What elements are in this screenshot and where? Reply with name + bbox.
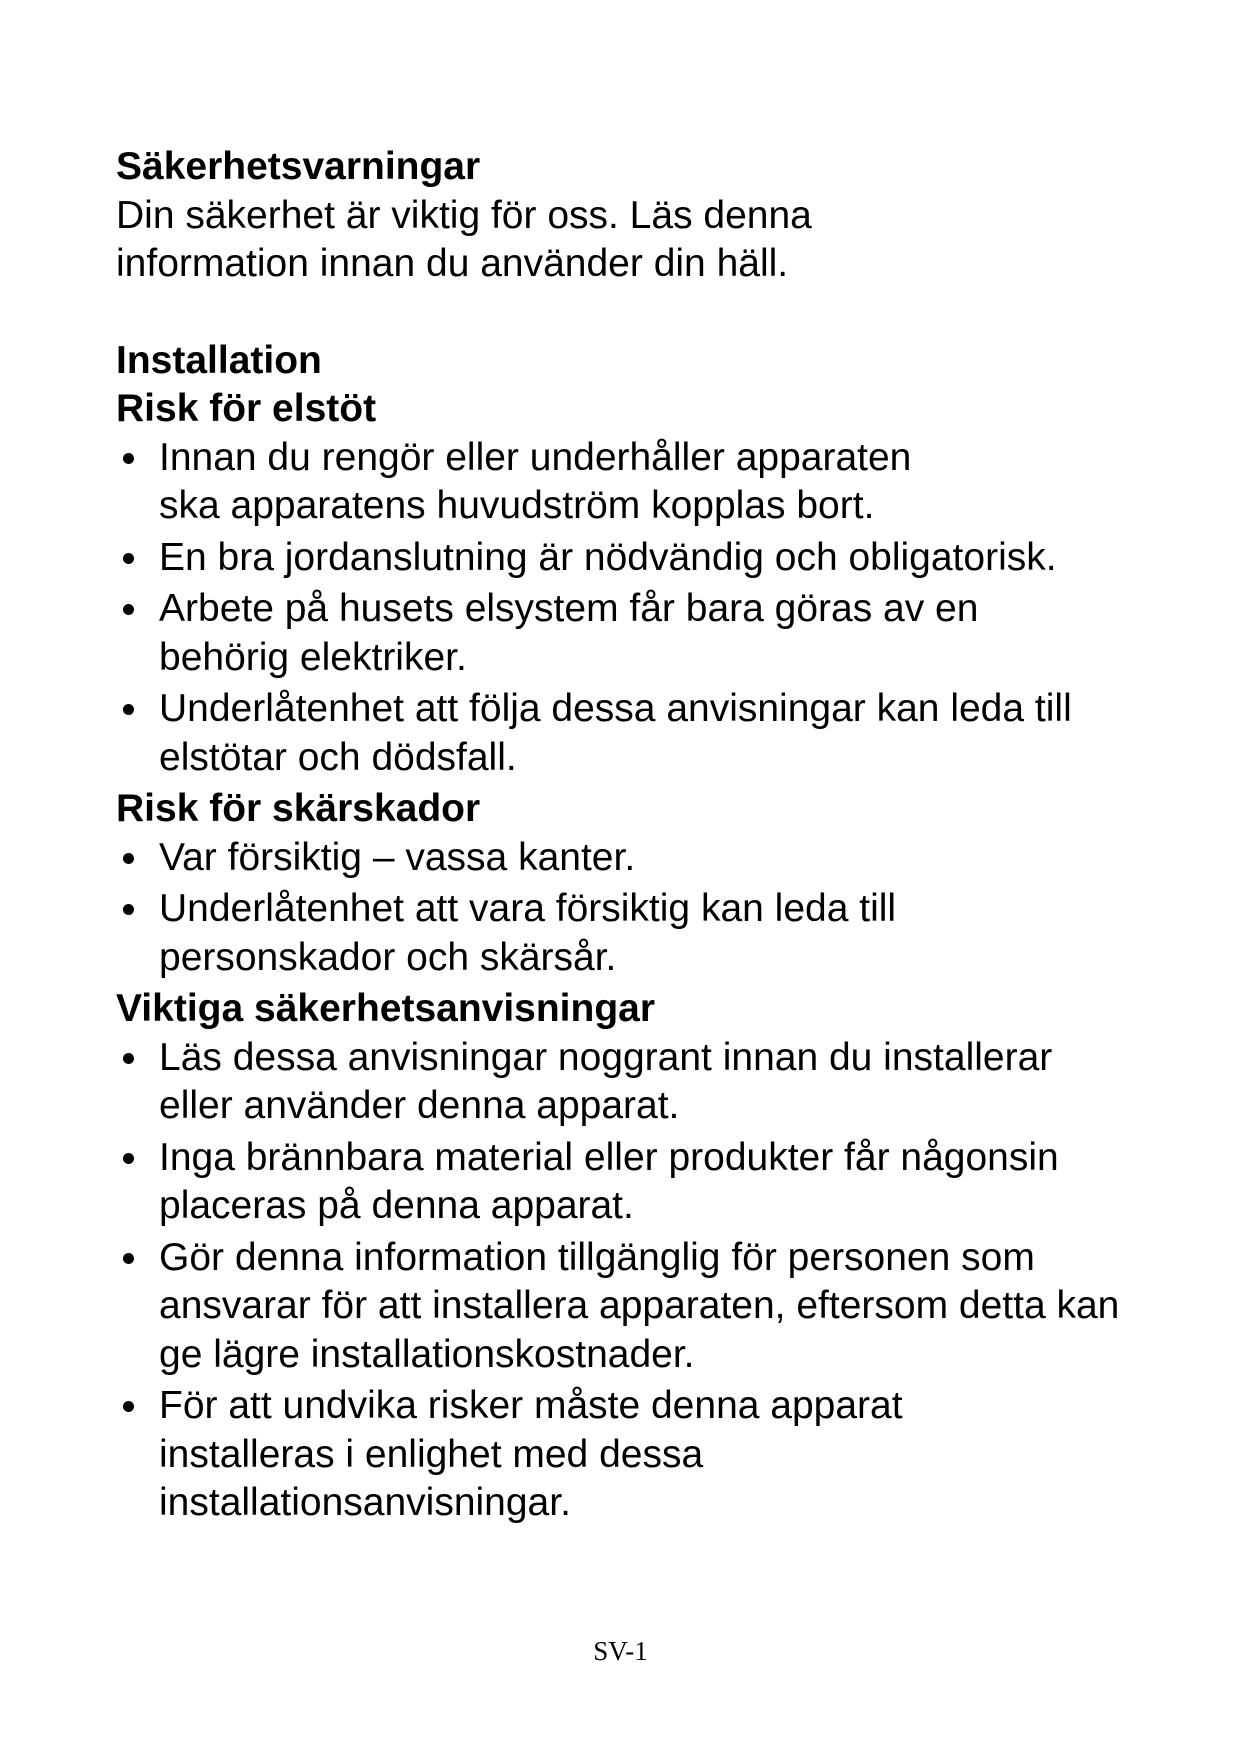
list-item-text: Underlåtenhet att vara försiktig kan leda till personskador och skärsår. [159,887,897,979]
list-item-text: Arbete på husets elsystem får bara göras av en behörig elektriker. [159,587,979,679]
list-item-text: Läs dessa anvisningar noggrant innan du installerar eller använder denna apparat. [159,1035,1053,1127]
list-item [116,585,1089,682]
installation-heading: Installation [116,338,322,382]
list-item-text: För att undvika risker måste denna apparat installeras i enlighet med dessa installationsanvisningar. [159,1384,903,1524]
list-item [116,685,1129,782]
section-heading-safety-instructions: Viktiga säkerhetsanvisningar [116,987,656,1030]
bullet-icon [123,853,134,864]
list-item-text: Gör denna information tillgänglig för personen som ansvarar för att installera apparaten, eftersom detta kan ge lägre installationskostnader. [159,1235,1120,1376]
bullet-icon [123,704,134,715]
list-item [116,834,1136,883]
spacer [116,289,1136,337]
list-item-text: En bra jordanslutning är nödvändig och obligatorisk. [159,535,1057,579]
list-item [116,534,1136,583]
list-item [116,1382,1039,1528]
list-item [116,434,939,531]
bullet-icon [123,1053,134,1064]
bullet-list-safety-instructions [116,1034,1136,1528]
section-heading-electric-shock: Risk för elstöt [116,387,377,430]
bullet-icon [123,1253,134,1264]
list-item-text: Inga brännbara material eller produkter får någonsin placeras på denna apparat. [159,1135,1059,1227]
bullet-icon [123,553,134,564]
page-title: Säkerhetsvarningar [116,145,481,188]
list-item [116,1134,1136,1231]
section-heading-cut-injury: Risk för skärskador [116,787,481,830]
bullet-icon [123,1401,134,1412]
intro-text: Din säkerhet är viktig för oss. Läs denna information innan du använder din häll. [116,193,812,285]
list-item [116,1234,1136,1380]
list-item-text: Var försiktig – vassa kanter. [159,835,636,879]
list-item [116,885,1039,982]
bullet-list-cut-injury [116,834,1136,983]
bullet-list-electric-shock [116,434,1136,783]
list-item [116,1034,1136,1131]
bullet-icon [123,904,134,915]
bullet-icon [123,1153,134,1164]
page-number: SV-1 [593,1636,648,1666]
list-item-text: Underlåtenhet att följa dessa anvisningar kan leda till elstötar och dödsfall. [159,687,1072,779]
bullet-icon [123,453,134,464]
document-body [116,143,1136,1531]
bullet-icon [123,604,134,615]
list-item-text: Innan du rengör eller underhåller apparaten ska apparatens huvudström kopplas bort. [159,435,912,527]
